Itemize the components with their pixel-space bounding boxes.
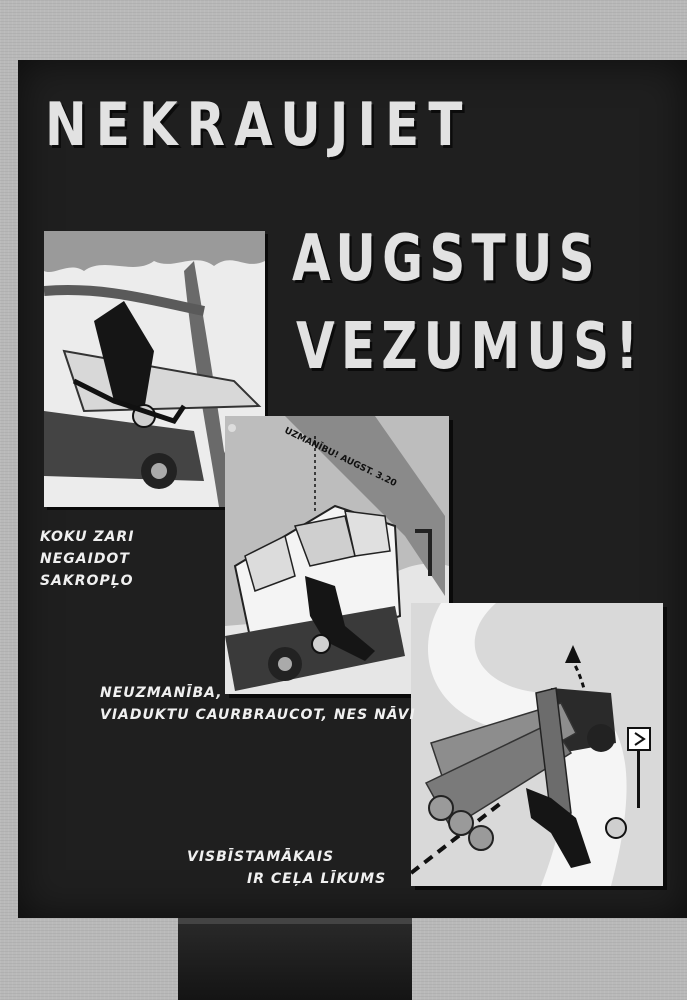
headline-line-1: NEKRAUJIET bbox=[45, 90, 472, 160]
caption-line: VISBĪSTAMĀKAIS bbox=[187, 849, 335, 865]
caption-road-curve bbox=[187, 846, 386, 890]
caption-line: NEUZMANĪBA, bbox=[100, 685, 223, 701]
caption-line: NEGAIDOT bbox=[40, 551, 130, 567]
headline-line-2: AUGSTUS bbox=[292, 222, 601, 296]
caption-line: VIADUKTU CAURBRAUCOT, NES NĀVI bbox=[100, 707, 416, 723]
warning-sign-text: UZMANĪBU! AUGST. 3.20 bbox=[282, 426, 398, 490]
display-stand-top bbox=[178, 918, 412, 924]
caption-viaduct bbox=[100, 682, 416, 726]
display-stand bbox=[178, 918, 412, 1000]
caption-line: SAKROPĻO bbox=[40, 573, 134, 589]
illustration-road-curve bbox=[411, 603, 663, 886]
caption-line: IR CEĻA LĪKUMS bbox=[247, 871, 387, 887]
caption-tree-branch bbox=[40, 526, 134, 592]
road-curve-drawing bbox=[411, 603, 663, 886]
caption-line: KOKU ZARI bbox=[40, 529, 135, 545]
headline-line-3: VEZUMUS! bbox=[296, 310, 645, 384]
pin-dot bbox=[228, 424, 236, 432]
